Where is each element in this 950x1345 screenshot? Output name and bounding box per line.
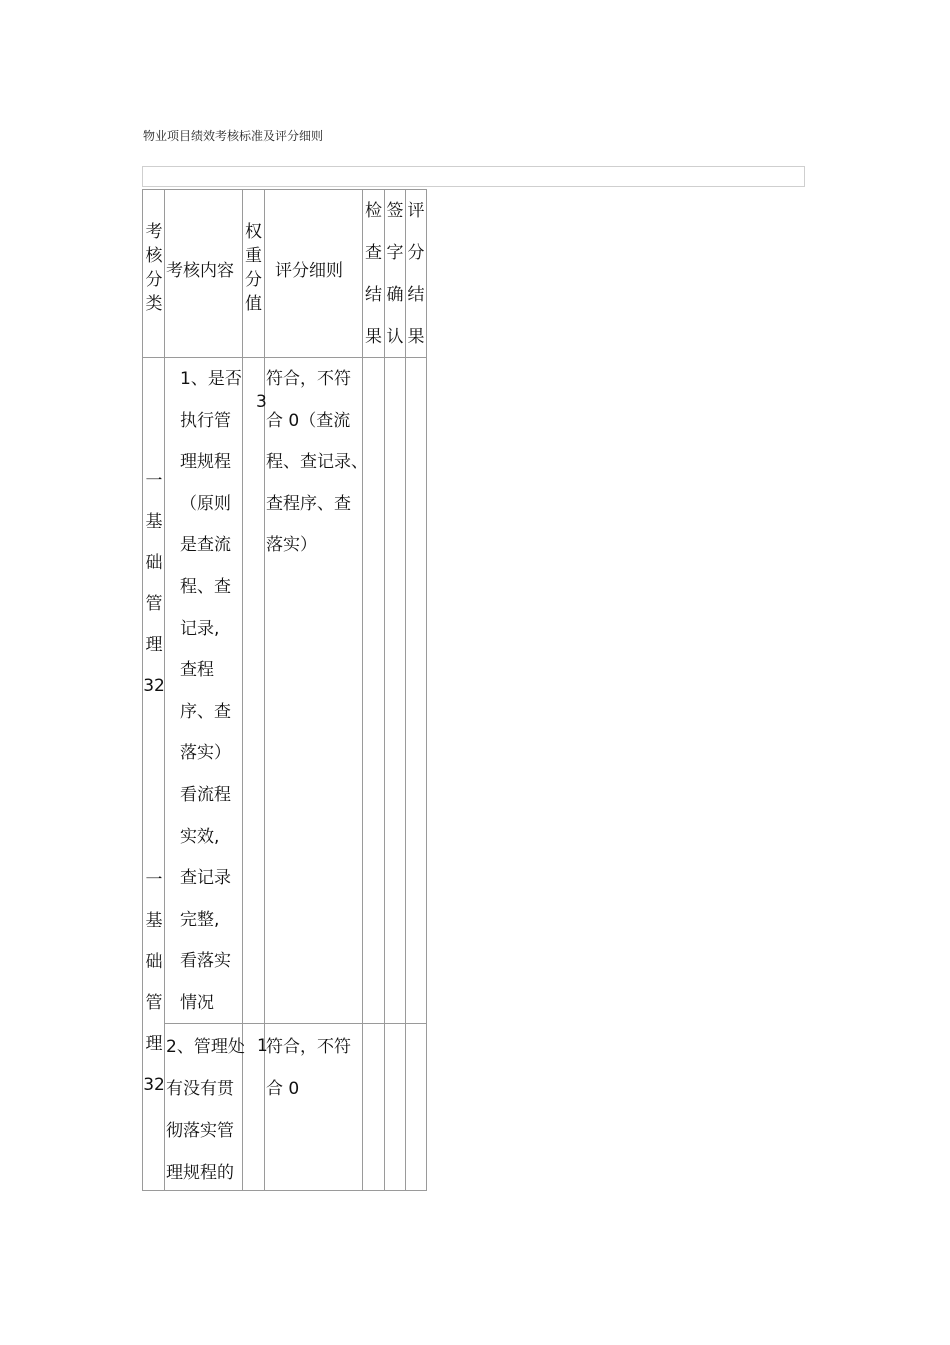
content-line: 查程 [180,660,214,681]
header-char: 分 [245,270,262,290]
header-char: 评 [407,201,425,221]
category-char: 础 [145,553,163,573]
header-sign-confirm [385,190,405,358]
content-line: 2、管理处 [166,1037,245,1057]
content-line: 是查流 [180,535,231,556]
header-char: 核 [145,246,163,266]
category-char: 基 [145,911,163,931]
content-line: （原则 [180,493,231,514]
row-1-weight: 3 [256,392,267,412]
content-line: 看落实 [180,951,231,972]
category-char: 基 [145,512,163,532]
category-cell-1 [144,461,164,707]
category-char: 理 [145,1034,163,1054]
header-bar [142,166,805,187]
header-char: 权 [245,222,262,242]
header-char: 结 [365,285,382,305]
header-rules: 评分细则 [275,261,343,281]
content-line: 序、查 [180,701,231,722]
rules-line: 查程序、查 [266,493,351,514]
row-2-content [166,1026,245,1194]
rules-line: 合 0 [266,1079,300,1099]
header-char: 考 [145,222,163,242]
content-line: 程、查 [180,576,231,597]
category-char: 础 [145,952,163,972]
header-char: 签 [386,201,404,221]
header-char: 分 [407,243,425,263]
header-char: 结 [407,285,425,305]
category-char: 一 [145,870,163,890]
category-char: 管 [145,993,163,1013]
row-2-weight: 1 [257,1036,268,1056]
header-char: 查 [365,243,382,263]
row-1-content [180,359,242,1025]
content-line: 实效, [180,826,220,847]
content-line: 理规程 [180,452,231,473]
header-char: 检 [365,201,382,221]
header-char: 分 [145,270,163,290]
category-char: 一 [145,471,163,491]
rules-line: 落实） [266,535,317,556]
header-char: 类 [145,294,163,314]
content-line: 1、是否 [180,369,242,389]
header-char: 字 [386,243,404,263]
content-line: 完整, [180,909,220,930]
header-content: 考核内容 [166,261,234,281]
content-line: 彻落实管 [166,1121,234,1141]
header-weight [243,220,264,316]
rules-line: 程、查记录、 [266,452,368,473]
content-line: 执行管 [180,410,231,431]
rules-line: 符合，不符 [266,1037,351,1057]
header-char: 认 [386,327,404,347]
content-line: 情况 [180,992,214,1013]
content-line: 有没有贯 [166,1079,234,1099]
row-1-rules [266,359,368,567]
header-char: 果 [365,327,382,347]
row-2-rules [266,1026,351,1110]
category-cell-2 [144,860,164,1106]
header-score-result [406,190,426,358]
header-check-result [363,190,384,358]
category-char: 管 [145,594,163,614]
header-char: 重 [245,246,262,266]
assessment-table [142,189,427,1191]
content-line: 落实） [180,743,231,764]
category-char: 32 [143,676,165,696]
content-line: 看流程 [180,784,231,805]
document-title: 物业项目绩效考核标准及评分细则 [143,129,324,143]
content-line: 理规程的 [166,1163,234,1183]
category-char: 理 [145,635,163,655]
header-category [144,220,164,316]
content-line: 记录, [180,618,220,639]
category-char: 32 [143,1075,165,1095]
header-char: 确 [386,285,404,305]
header-char: 值 [245,294,262,314]
header-char: 果 [407,327,425,347]
rules-line: 合 0（查流 [266,410,351,431]
rules-line: 符合，不符 [266,369,351,389]
content-line: 查记录 [180,868,231,889]
